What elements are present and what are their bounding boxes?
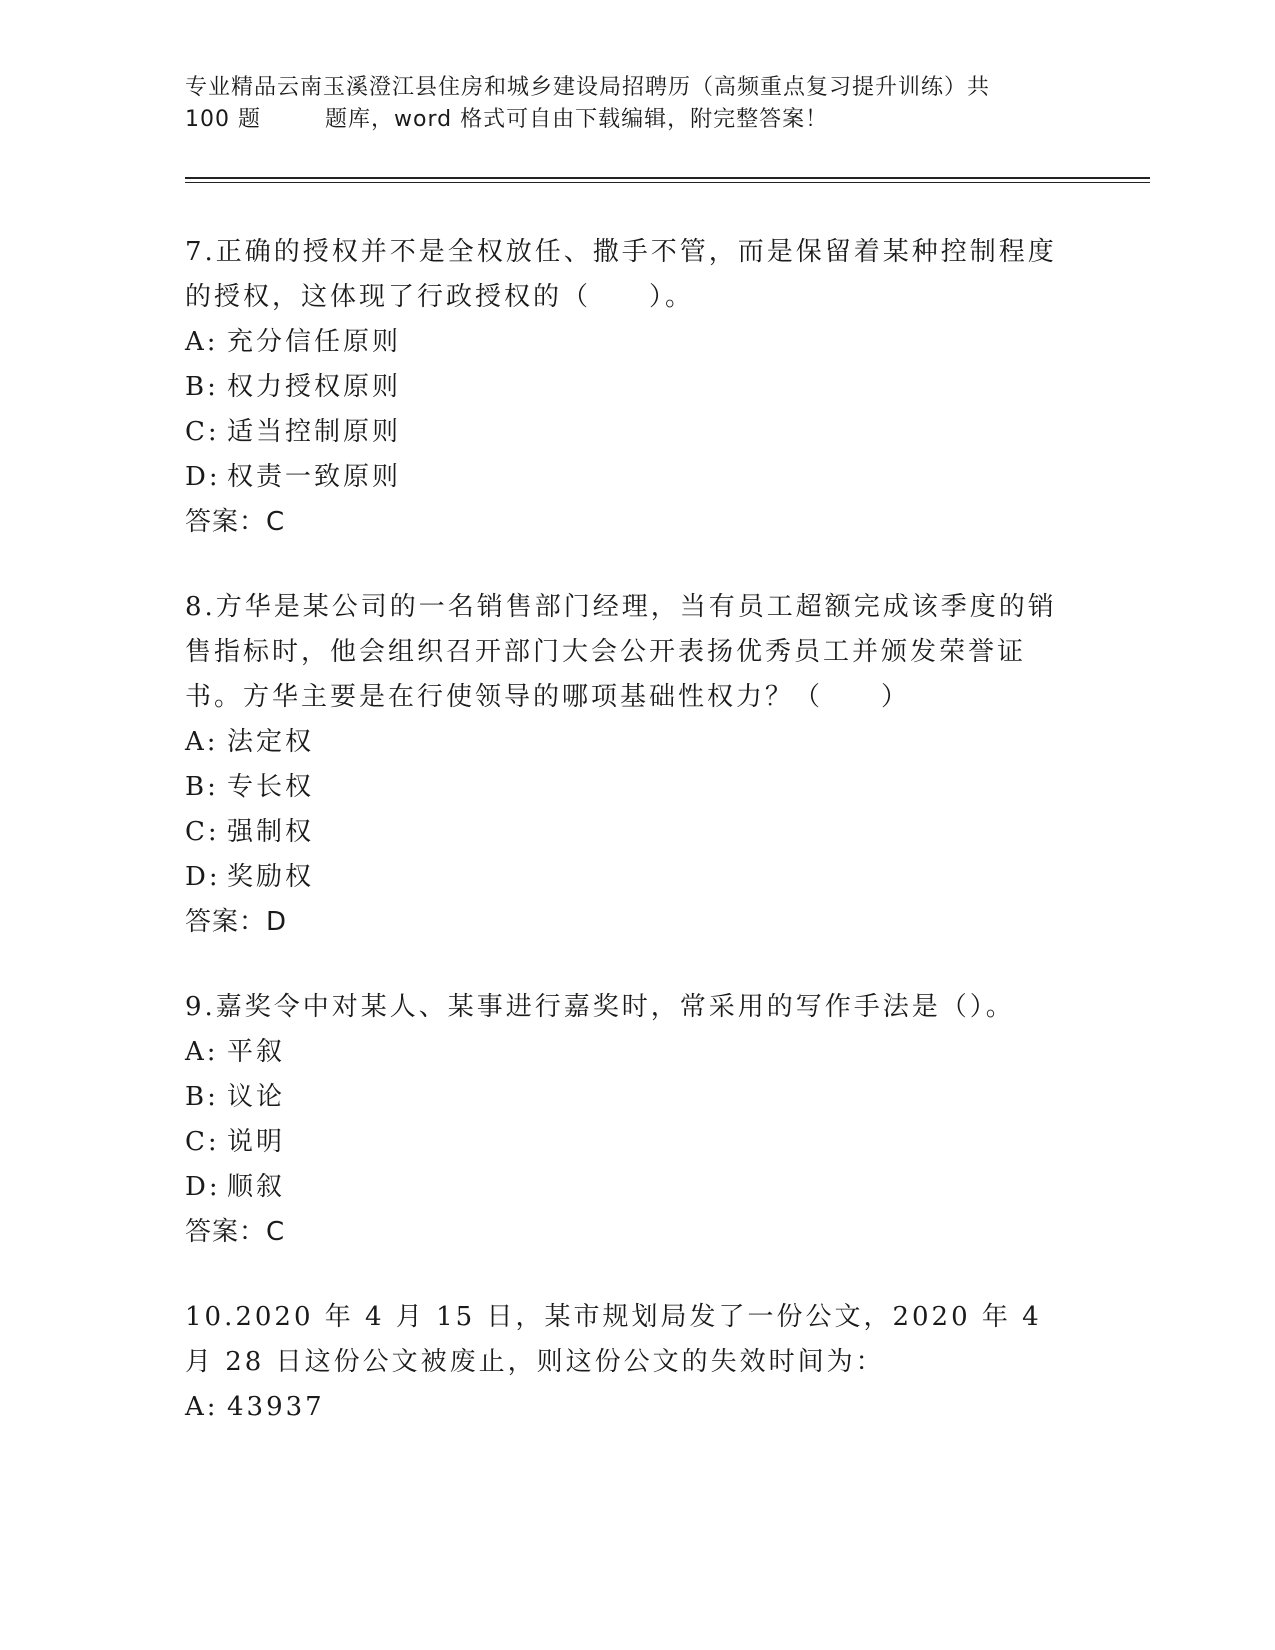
question-item bbox=[185, 985, 1065, 1255]
option-text: 43937 bbox=[227, 1392, 325, 1422]
option-b bbox=[185, 765, 1065, 810]
option-text: 专长权 bbox=[227, 772, 315, 802]
question-list bbox=[185, 230, 1065, 1470]
option-key: A: bbox=[185, 1037, 219, 1067]
header-divider-thin bbox=[185, 182, 1150, 183]
option-text: 平叙 bbox=[227, 1037, 286, 1067]
option-key: B: bbox=[185, 372, 219, 402]
option-c bbox=[185, 1120, 1065, 1165]
option-text: 议论 bbox=[227, 1082, 286, 1112]
question-stem: 8.方华是某公司的一名销售部门经理，当有员工超额完成该季度的销售指标时，他会组织召开部门大会公开表扬优秀员工并颁发荣誉证书。方华主要是在行使领导的哪项基础性权力？（ ） bbox=[185, 592, 1057, 712]
answer-line: 答案：C bbox=[185, 1217, 286, 1247]
option-text: 权力授权原则 bbox=[227, 372, 402, 402]
option-key: C: bbox=[185, 417, 220, 447]
option-a bbox=[185, 720, 1065, 765]
question-item bbox=[185, 585, 1065, 945]
option-text: 适当控制原则 bbox=[227, 417, 402, 447]
option-b bbox=[185, 1075, 1065, 1120]
answer-line: 答案：C bbox=[185, 507, 286, 537]
option-key: C: bbox=[185, 817, 220, 847]
option-d bbox=[185, 1165, 1065, 1210]
header-divider-thick bbox=[185, 177, 1150, 179]
option-key: A: bbox=[185, 1392, 219, 1422]
option-key: B: bbox=[185, 1082, 219, 1112]
option-text: 法定权 bbox=[227, 727, 315, 757]
question-stem: 10.2020 年 4 月 15 日，某市规划局发了一份公文，2020 年 4 月 28 日这份公文被废止，则这份公文的失效时间为： bbox=[185, 1302, 1042, 1377]
option-key: A: bbox=[185, 727, 219, 757]
option-d bbox=[185, 855, 1065, 900]
option-a bbox=[185, 1385, 1065, 1430]
option-text: 权责一致原则 bbox=[227, 462, 402, 492]
option-a bbox=[185, 320, 1065, 365]
option-key: A: bbox=[185, 327, 219, 357]
option-key: D: bbox=[185, 862, 221, 892]
option-key: C: bbox=[185, 1127, 220, 1157]
question-item bbox=[185, 1295, 1065, 1430]
header-title-line1: 专业精品云南玉溪澄江县住房和城乡建设局招聘历（高频重点复习提升训练）共 bbox=[185, 75, 991, 100]
option-key: D: bbox=[185, 462, 221, 492]
question-stem: 9.嘉奖令中对某人、某事进行嘉奖时，常采用的写作手法是（）。 bbox=[185, 992, 1015, 1022]
option-key: D: bbox=[185, 1172, 221, 1202]
option-text: 强制权 bbox=[227, 817, 315, 847]
header-title-line2 bbox=[185, 104, 1065, 136]
option-c bbox=[185, 410, 1065, 455]
header-question-count: 100 题 bbox=[185, 107, 261, 132]
option-c bbox=[185, 810, 1065, 855]
header-description: 题库，word 格式可自由下载编辑，附完整答案！ bbox=[325, 107, 829, 132]
option-text: 充分信任原则 bbox=[227, 327, 402, 357]
option-b bbox=[185, 365, 1065, 410]
option-key: B: bbox=[185, 772, 219, 802]
question-item bbox=[185, 230, 1065, 545]
answer-line: 答案：D bbox=[185, 907, 288, 937]
option-text: 奖励权 bbox=[227, 862, 315, 892]
question-stem: 7.正确的授权并不是全权放任、撒手不管，而是保留着某种控制程度的授权，这体现了行政授权的（ ）。 bbox=[185, 237, 1057, 312]
option-d bbox=[185, 455, 1065, 500]
option-a bbox=[185, 1030, 1065, 1075]
option-text: 说明 bbox=[227, 1127, 286, 1157]
document-header bbox=[185, 72, 1065, 136]
option-text: 顺叙 bbox=[227, 1172, 286, 1202]
